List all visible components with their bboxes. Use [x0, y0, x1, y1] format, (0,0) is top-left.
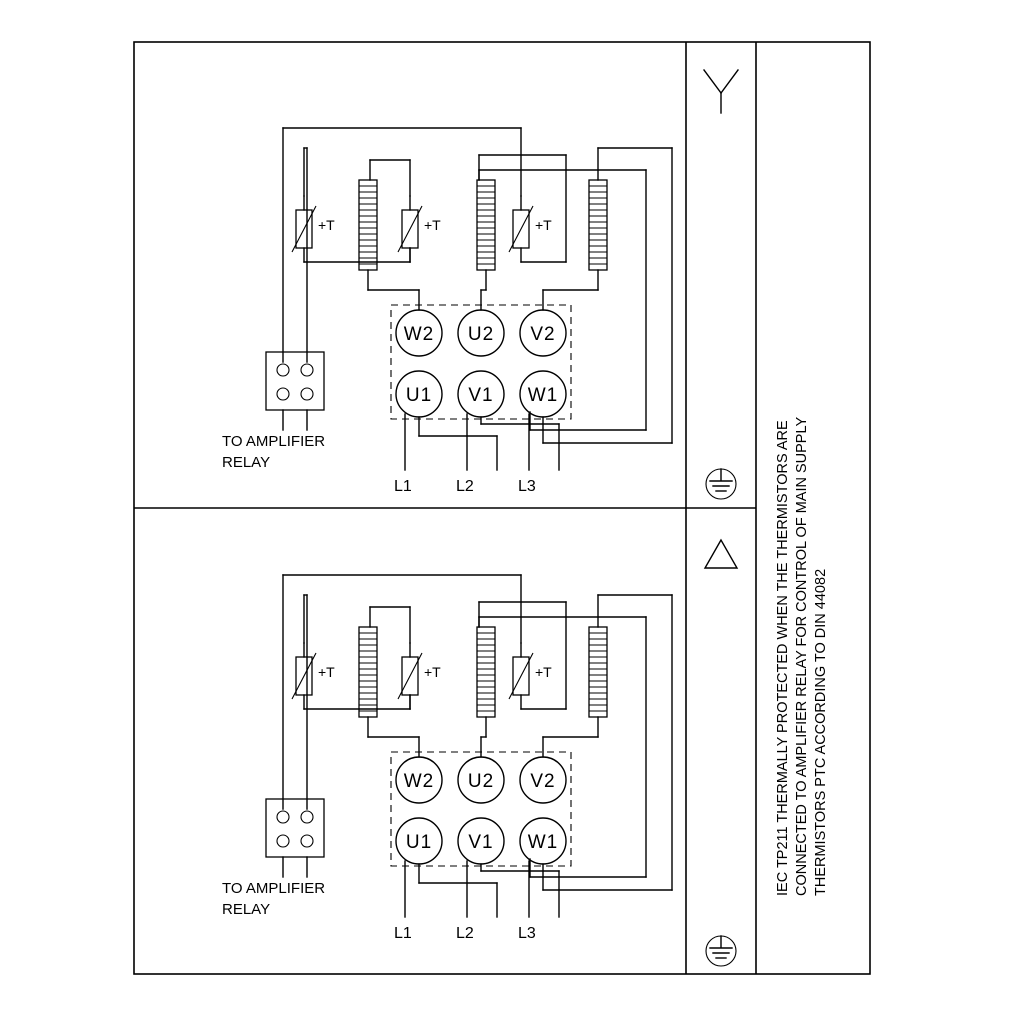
note-line-3: THERMISTORS PTC ACCORDING TO DIN 44082 — [813, 568, 829, 896]
panel-delta — [222, 540, 737, 966]
phase-label-l3-2: L3 — [518, 925, 536, 942]
panel-star — [222, 70, 738, 499]
terminal-w1-bottom-2: W1 — [527, 832, 559, 853]
terminal-w2-top-2: W2 — [403, 771, 435, 792]
side-note-block — [775, 417, 829, 896]
phase-leads — [405, 414, 559, 470]
amplifier-relay-connector-2 — [266, 799, 324, 877]
winding-coils-2 — [359, 627, 607, 717]
thermistor-label-3: +T — [535, 217, 552, 233]
phase-label-l2-2: L2 — [456, 925, 474, 942]
terminal-u2-top: U2 — [467, 324, 495, 345]
phase-leads-2 — [405, 861, 559, 917]
note-line-1: IEC TP211 THERMALLY PROTECTED WHEN THE THERMISTORS ARE — [775, 420, 791, 896]
phase-label-l2: L2 — [456, 478, 474, 495]
wye-connection-icon — [704, 70, 738, 113]
earth-ground-icon-2 — [706, 936, 736, 966]
phase-label-l1: L1 — [394, 478, 412, 495]
amplifier-relay-connector — [266, 352, 324, 430]
winding-coils — [359, 180, 607, 270]
terminal-w1-bottom: W1 — [527, 385, 559, 406]
thermistor-label-1: +T — [318, 217, 335, 233]
terminal-u1-bottom-2: U1 — [405, 832, 433, 853]
terminal-v1-bottom: V1 — [468, 385, 494, 406]
terminal-v2-top-2: V2 — [530, 771, 556, 792]
thermistor-label-2: +T — [424, 217, 441, 233]
amplifier-relay-label-line1: TO AMPLIFIER — [222, 433, 326, 450]
phase-label-l1-2: L1 — [394, 925, 412, 942]
amplifier-relay-label-line1-2: TO AMPLIFIER — [222, 880, 326, 897]
delta-connection-icon — [705, 540, 737, 568]
earth-ground-icon — [706, 469, 736, 499]
terminal-v1-bottom-2: V1 — [468, 832, 494, 853]
amplifier-relay-label-line2: RELAY — [222, 454, 271, 471]
thermistor-label-4: +T — [318, 664, 335, 680]
terminal-v2-top: V2 — [530, 324, 556, 345]
amplifier-relay-label-line2-2: RELAY — [222, 901, 271, 918]
terminal-w2-top: W2 — [403, 324, 435, 345]
thermistor-label-5: +T — [424, 664, 441, 680]
phase-label-l3: L3 — [518, 478, 536, 495]
note-line-2: CONNECTED TO AMPLIFIER RELAY FOR CONTROL OF MAIN SUPPLY — [794, 416, 810, 896]
thermistor-label-6: +T — [535, 664, 552, 680]
terminal-u1-bottom: U1 — [405, 385, 433, 406]
terminal-u2-top-2: U2 — [467, 771, 495, 792]
